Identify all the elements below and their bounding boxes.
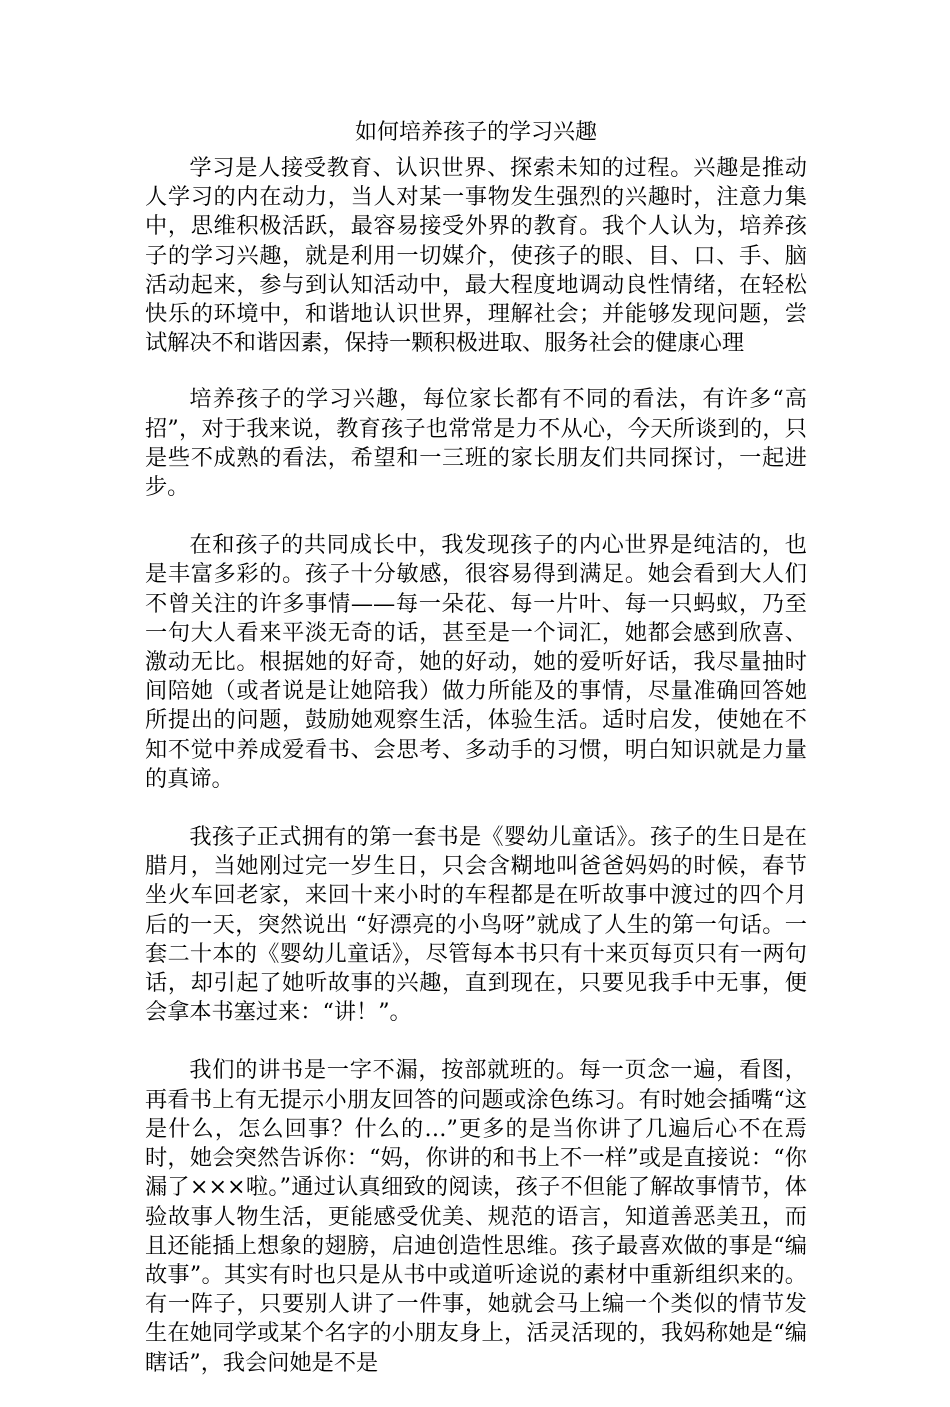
- paragraph-2: 培养孩子的学习兴趣，每位家长都有不同的看法，有许多“高招”，对于我来说，教育孩子也常常是力不从心，今天所谈到的，只是些不成熟的看法，希望和一三班的家长朋友们共同探讨，一起进步。: [145, 386, 807, 501]
- paragraph-3: 在和孩子的共同成长中，我发现孩子的内心世界是纯洁的，也是丰富多彩的。孩子十分敏感，很容易得到满足。她会看到大人们不曾关注的许多事情——每一朵花、每一片叶、每一只蚂蚁，乃至一句大人看来平淡无奇的话，甚至是一个词汇，她都会感到欣喜、激动无比。根据她的好奇，她的好动，她的爱听好话，我尽量抽时间陪她（或者说是让她陪我）做力所能及的事情，尽量准确回答她所提出的问题，鼓励她观察生活，体验生活。适时启发，使她在不知不觉中养成爱看书、会思考、多动手的习惯，明白知识就是力量的真谛。: [145, 532, 807, 792]
- paragraph-4: 我孩子正式拥有的第一套书是《婴幼儿童话》。孩子的生日是在腊月，当她刚过完一岁生日，只会含糊地叫爸爸妈妈的时候，春节坐火车回老家，来回十来小时的车程都是在听故事中渡过的四个月后的一天，突然说出 “好漂亮的小鸟呀”就成了人生的第一句话。一套二十本的《婴幼儿童话》，尽管每本书只有十来页每页只有一两句话，却引起了她听故事的兴趣，直到现在，只要见我手中无事，便会拿本书塞过来：“讲！”。: [145, 824, 807, 1026]
- document-title: 如何培养孩子的学习兴趣: [354, 120, 597, 145]
- paragraph-1: 学习是人接受教育、认识世界、探索未知的过程。兴趣是推动人学习的内在动力，当人对某一事物发生强烈的兴趣时，注意力集中，思维积极活跃，最容易接受外界的教育。我个人认为，培养孩子的学习兴趣，就是利用一切媒介，使孩子的眼、目、口、手、脑活动起来，参与到认知活动中，最大程度地调动良性情绪，在轻松快乐的环境中，和谐地认识世界，理解社会；并能够发现问题，尝试解决不和谐因素，保持一颗积极进取、服务社会的健康心理: [145, 155, 807, 357]
- paragraph-5: 我们的讲书是一字不漏，按部就班的。每一页念一遍，看图，再看书上有无提示小朋友回答的问题或涂色练习。有时她会插嘴“这是什么，怎么回事？什么的…”更多的是当你讲了几遍后心不在焉时，她会突然告诉你：“妈，你讲的和书上不一样”或是直接说：“你漏了×××啦。”通过认真细致的阅读，孩子不但能了解故事情节，体验故事人物生活，更能感受优美、规范的语言，知道善恶美丑，而且还能插上想象的翅膀，启迪创造性思维。孩子最喜欢做的事是“编故事”。其实有时也只是从书中或道听途说的素材中重新组织来的。有一阵子，只要别人讲了一件事，她就会马上编一个类似的情节发生在她同学或某个名字的小朋友身上，活灵活现的，我妈称她是“编瞎话”，我会问她是不是: [145, 1057, 807, 1376]
- document-page: [145, 118, 807, 1407]
